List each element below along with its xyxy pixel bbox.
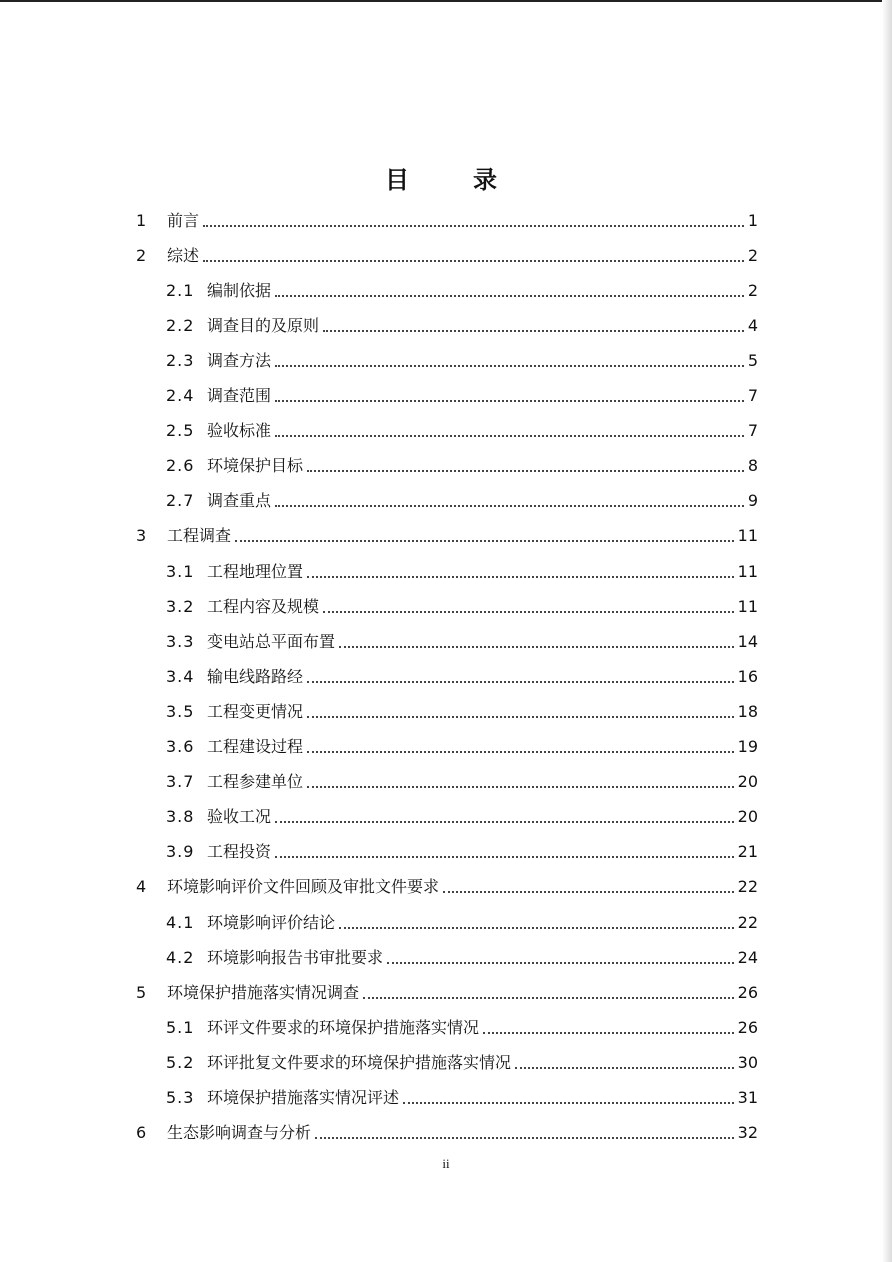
- toc-entry-number: 3.9: [166, 842, 195, 862]
- toc-entry-number: 3.7: [166, 772, 195, 792]
- toc-entry-label: 环评文件要求的环境保护措施落实情况: [207, 1017, 480, 1037]
- toc-entry-page: 14: [737, 631, 758, 651]
- toc-entry-label: 调查重点: [207, 491, 272, 511]
- toc-entry[interactable]: [0, 519, 892, 554]
- toc-entry-label: 验收工况: [207, 807, 272, 827]
- toc-entry-page: 16: [737, 666, 758, 686]
- toc-entry-number: 3.4: [166, 666, 195, 686]
- toc-entry-page: 22: [737, 912, 758, 932]
- toc-entry[interactable]: [0, 203, 892, 238]
- toc-entry[interactable]: [0, 1116, 892, 1151]
- toc-entry[interactable]: [0, 730, 892, 765]
- toc-dot-leader: [363, 997, 734, 999]
- toc-dot-leader: [323, 611, 734, 613]
- toc-entry-page: 4: [747, 315, 758, 335]
- toc-dot-leader: [307, 786, 734, 788]
- toc-entry[interactable]: [0, 1081, 892, 1116]
- toc-dot-leader: [315, 1137, 734, 1139]
- toc-entry-number: 3.6: [166, 737, 195, 756]
- toc-dot-leader: [307, 576, 734, 578]
- toc-entry[interactable]: [0, 379, 892, 414]
- toc-entry-number: 6: [136, 1123, 147, 1143]
- toc-entry-label: 变电站总平面布置: [207, 631, 336, 651]
- toc-entry-label: 环评批复文件要求的环境保护措施落实情况: [207, 1052, 512, 1072]
- page-number: ii: [442, 1156, 450, 1171]
- toc-dot-leader: [307, 716, 734, 718]
- toc-entry-label: 环境保护措施落实情况调查: [167, 982, 360, 1002]
- toc-dot-leader: [307, 681, 734, 683]
- toc-entry-page: 11: [737, 596, 758, 616]
- toc-entry-page: 7: [747, 386, 758, 405]
- toc-entry-number: 4: [136, 877, 147, 897]
- toc-entry[interactable]: [0, 975, 892, 1010]
- toc-entry-label: 验收标准: [207, 421, 272, 441]
- toc-dot-leader: [275, 856, 734, 858]
- toc-entry-page: 8: [747, 456, 758, 476]
- toc-entry-number: 3.2: [166, 596, 195, 616]
- toc-entry[interactable]: [0, 940, 892, 975]
- toc-entry[interactable]: [0, 343, 892, 378]
- toc-entry[interactable]: [0, 659, 892, 694]
- toc-dot-leader: [275, 400, 744, 402]
- toc-entry-page: 20: [737, 772, 758, 792]
- toc-entry-number: 1: [136, 210, 147, 230]
- toc-entry-label: 工程变更情况: [207, 701, 304, 721]
- toc-entry-number: 5.1: [166, 1017, 195, 1037]
- toc-entry-number: 3.1: [166, 561, 195, 581]
- toc-entry-label: 工程调查: [167, 526, 232, 546]
- toc-entry-label: 工程参建单位: [207, 772, 304, 792]
- toc-entry-number: 2.3: [166, 350, 195, 370]
- toc-entry-label: 输电线路路经: [207, 666, 304, 686]
- toc-entry-page: 26: [737, 1017, 758, 1037]
- toc-dot-leader: [339, 646, 734, 648]
- toc-entry-number: 4.2: [166, 947, 195, 967]
- toc-entry-number: 3: [136, 526, 147, 546]
- toc-entry-label: 环境保护目标: [207, 456, 304, 476]
- toc-dot-leader: [323, 330, 744, 332]
- toc-entry[interactable]: [0, 870, 892, 905]
- toc-dot-leader: [275, 295, 744, 297]
- toc-entry[interactable]: [0, 905, 892, 940]
- toc-entry-label: 生态影响调查与分析: [167, 1123, 312, 1143]
- toc-entry[interactable]: [0, 800, 892, 835]
- toc-dot-leader: [307, 470, 744, 472]
- toc-entry-page: 9: [747, 491, 758, 511]
- toc-entry-page: 2: [747, 280, 758, 300]
- toc-entry-label: 环境保护措施落实情况评述: [207, 1088, 400, 1107]
- top-border-line: [0, 0, 892, 2]
- toc-dot-leader: [483, 1032, 734, 1034]
- toc-entry-label: 工程投资: [207, 842, 272, 862]
- toc-entry-number: 3.5: [166, 701, 195, 721]
- toc-entry-page: 2: [747, 245, 758, 265]
- toc-entry[interactable]: [0, 414, 892, 449]
- toc-entry-page: 31: [737, 1088, 758, 1107]
- toc-dot-leader: [275, 821, 734, 823]
- toc-entry-number: 2: [136, 245, 147, 265]
- toc-entry-number: 3.3: [166, 631, 195, 651]
- toc-entry-label: 环境影响评价结论: [207, 912, 336, 932]
- toc-dot-leader: [203, 225, 744, 227]
- toc-entry-number: 2.1: [166, 280, 195, 300]
- toc-entry-page: 24: [737, 947, 758, 967]
- toc-entry-number: 5.3: [166, 1088, 195, 1107]
- toc-dot-leader: [275, 505, 744, 507]
- toc-entry[interactable]: [0, 624, 892, 659]
- toc-title: 目 录: [385, 166, 517, 194]
- toc-entry-page: 26: [737, 982, 758, 1002]
- toc-entry[interactable]: [0, 273, 892, 308]
- toc-entry-page: 7: [747, 421, 758, 441]
- toc-entry-label: 环境影响报告书审批要求: [207, 947, 384, 967]
- toc-entry-number: 5: [136, 982, 147, 1002]
- toc-dot-leader: [339, 927, 734, 929]
- toc-entry-label: 调查方法: [207, 350, 272, 370]
- toc-entry[interactable]: [0, 238, 892, 273]
- toc-entry-page: 32: [737, 1123, 758, 1143]
- toc-entry-page: 20: [737, 807, 758, 827]
- toc-entry-page: 30: [737, 1052, 758, 1072]
- toc-entry-page: 1: [747, 210, 758, 230]
- toc-entry[interactable]: [0, 589, 892, 624]
- toc-entry-page: 21: [737, 842, 758, 862]
- toc-entry[interactable]: [0, 694, 892, 729]
- toc-entry-number: 2.4: [166, 386, 195, 405]
- toc-entry-label: 调查范围: [207, 386, 272, 405]
- toc-entry-page: 19: [737, 737, 758, 756]
- toc-entry-number: 2.2: [166, 315, 195, 335]
- toc-entry-label: 工程建设过程: [207, 737, 304, 756]
- toc-entry-label: 调查目的及原则: [207, 315, 320, 335]
- toc-entry[interactable]: [0, 308, 892, 343]
- toc-entry-page: 11: [737, 526, 758, 546]
- toc-dot-leader: [515, 1067, 734, 1069]
- toc-entry[interactable]: [0, 554, 892, 589]
- toc-dot-leader: [307, 751, 734, 753]
- toc-entry-label: 编制依据: [207, 280, 272, 300]
- toc-entry[interactable]: [0, 484, 892, 519]
- toc-entry-label: 工程地理位置: [207, 561, 304, 581]
- toc-entry-label: 综述: [167, 245, 200, 265]
- toc-entry[interactable]: [0, 449, 892, 484]
- toc-entry-label: 工程内容及规模: [207, 596, 320, 616]
- toc-entry-label: 环境影响评价文件回顾及审批文件要求: [167, 877, 440, 897]
- toc-entry[interactable]: [0, 1010, 892, 1045]
- toc-entry-number: 3.8: [166, 807, 195, 827]
- toc-entry-page: 18: [737, 701, 758, 721]
- toc-dot-leader: [275, 365, 744, 367]
- toc-entry[interactable]: [0, 835, 892, 870]
- toc-dot-leader: [403, 1102, 734, 1104]
- toc-entry-number: 2.7: [166, 491, 195, 511]
- toc-entry-page: 11: [737, 561, 758, 581]
- toc-dot-leader: [443, 891, 734, 893]
- toc-dot-leader: [387, 962, 734, 964]
- toc-entry-number: 2.6: [166, 456, 195, 476]
- toc-entry-number: 2.5: [166, 421, 195, 441]
- toc-entry-number: 5.2: [166, 1052, 195, 1072]
- toc-dot-leader: [275, 435, 744, 437]
- toc-dot-leader: [235, 540, 734, 542]
- toc-dot-leader: [203, 260, 744, 262]
- toc-entry[interactable]: [0, 765, 892, 800]
- toc-entry-page: 5: [747, 350, 758, 370]
- toc-entry-page: 22: [737, 877, 758, 897]
- toc-entry-number: 4.1: [166, 912, 195, 932]
- toc-entry[interactable]: [0, 1045, 892, 1080]
- toc-entry-label: 前言: [167, 210, 200, 230]
